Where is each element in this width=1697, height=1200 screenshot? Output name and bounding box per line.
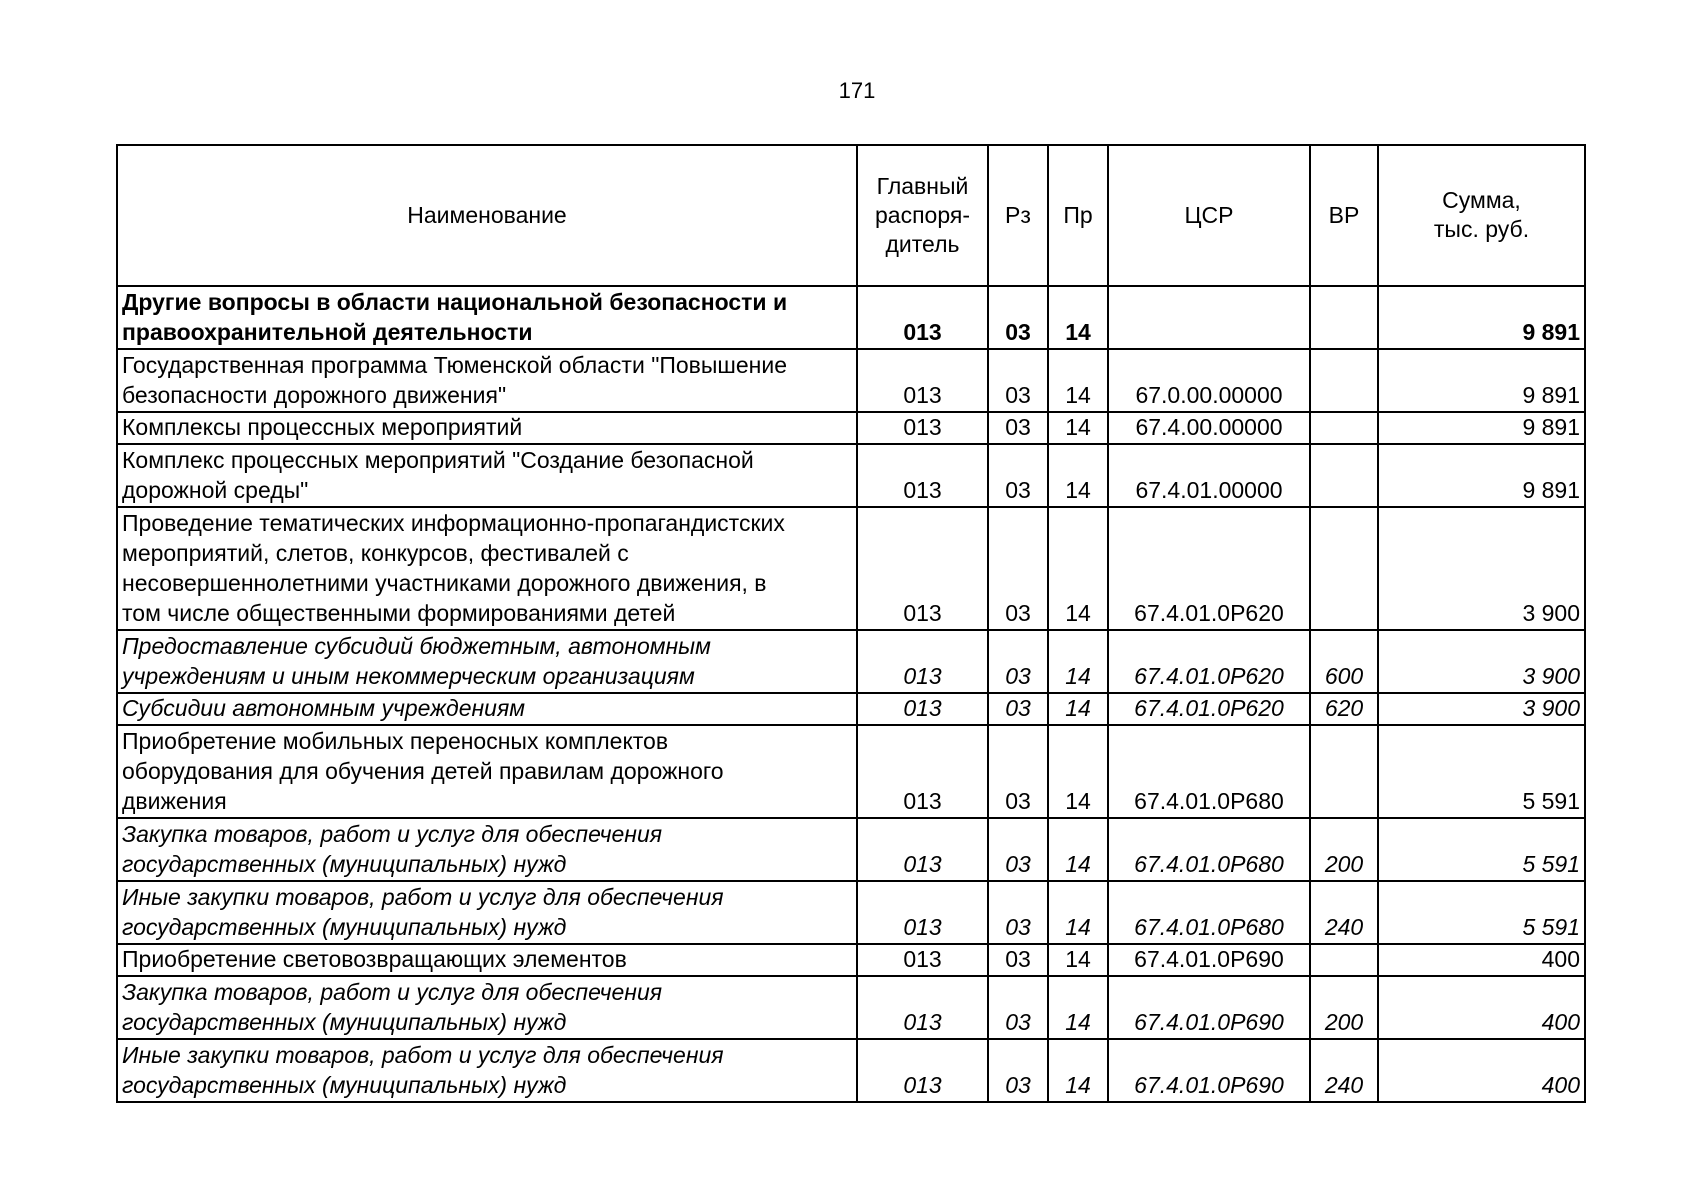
cell-name [117,349,857,412]
cell-csr: 67.4.01.00000 [1108,444,1310,507]
cell-sum: 400 [1378,1039,1585,1102]
cell-name-line: государственных (муниципальных) нужд [122,1009,567,1035]
cell-sum: 9 891 [1378,444,1585,507]
cell-name-line: Закупка товаров, работ и услуг для обеспечения [122,821,663,847]
cell-pr: 14 [1048,881,1108,944]
cell-vr: 200 [1310,818,1378,881]
cell-pr: 14 [1048,693,1108,725]
cell-vr [1310,507,1378,630]
cell-name-line: Приобретение мобильных переносных комплектов [122,728,669,754]
cell-csr: 67.0.00.00000 [1108,349,1310,412]
cell-name-line: Комплексы процессных мероприятий [122,414,523,440]
cell-gr: 013 [857,944,988,976]
cell-name-line: государственных (муниципальных) нужд [122,851,567,877]
cell-sum: 5 591 [1378,881,1585,944]
cell-gr: 013 [857,507,988,630]
page-number: 171 [838,78,876,103]
cell-name [117,412,857,444]
cell-gr: 013 [857,630,988,693]
cell-rz: 03 [988,725,1048,818]
cell-name [117,944,857,976]
table-row [117,286,1585,349]
cell-sum: 5 591 [1378,818,1585,881]
cell-name-line: безопасности дорожного движения" [122,382,507,408]
table-row [117,507,1585,630]
cell-gr: 013 [857,818,988,881]
table-row [117,1039,1585,1102]
cell-name [117,693,857,725]
cell-vr: 240 [1310,1039,1378,1102]
cell-name [117,725,857,818]
cell-sum: 3 900 [1378,693,1585,725]
cell-pr: 14 [1048,976,1108,1039]
cell-sum: 3 900 [1378,630,1585,693]
cell-pr: 14 [1048,818,1108,881]
table-row [117,881,1585,944]
cell-rz: 03 [988,693,1048,725]
cell-rz: 03 [988,1039,1048,1102]
cell-name-line: мероприятий, слетов, конкурсов, фестивалей с [122,540,629,566]
cell-name-line: несовершеннолетними участниками дорожного движения, в [122,570,767,596]
cell-rz: 03 [988,507,1048,630]
cell-csr: 67.4.01.0Р680 [1108,881,1310,944]
cell-pr: 14 [1048,630,1108,693]
cell-sum: 400 [1378,944,1585,976]
cell-name [117,444,857,507]
cell-rz: 03 [988,976,1048,1039]
cell-gr: 013 [857,1039,988,1102]
cell-gr: 013 [857,349,988,412]
cell-rz: 03 [988,944,1048,976]
header-row [117,145,1585,286]
cell-rz: 03 [988,349,1048,412]
cell-csr: 67.4.01.0Р680 [1108,818,1310,881]
cell-pr: 14 [1048,412,1108,444]
cell-sum: 9 891 [1378,349,1585,412]
cell-name-line: Другие вопросы в области национальной безопасности и [122,289,788,315]
cell-rz: 03 [988,630,1048,693]
cell-vr: 600 [1310,630,1378,693]
cell-name-line: движения [122,788,227,814]
cell-csr [1108,286,1310,349]
cell-name [117,286,857,349]
cell-vr [1310,725,1378,818]
cell-name-line: государственных (муниципальных) нужд [122,1072,567,1098]
cell-name-line: Государственная программа Тюменской области "Повышение [122,352,788,378]
cell-name [117,1039,857,1102]
cell-name [117,976,857,1039]
table-row [117,630,1585,693]
cell-rz: 03 [988,881,1048,944]
cell-vr [1310,286,1378,349]
cell-name-line: Иные закупки товаров, работ и услуг для обеспечения [122,884,724,910]
cell-pr: 14 [1048,725,1108,818]
cell-csr: 67.4.01.0Р620 [1108,693,1310,725]
cell-vr: 200 [1310,976,1378,1039]
cell-name [117,881,857,944]
cell-vr [1310,349,1378,412]
cell-name [117,818,857,881]
cell-name-line: том числе общественными формированиями детей [122,600,676,626]
cell-sum: 9 891 [1378,412,1585,444]
cell-gr: 013 [857,725,988,818]
cell-sum: 400 [1378,976,1585,1039]
cell-rz: 03 [988,412,1048,444]
table-row [117,349,1585,412]
cell-rz: 03 [988,818,1048,881]
header-name: Наименование [117,145,857,286]
cell-pr: 14 [1048,507,1108,630]
header-csr: ЦСР [1108,145,1310,286]
header-gr-line: распоря- [875,201,970,228]
cell-name-line: дорожной среды" [122,477,309,503]
cell-name-line: Иные закупки товаров, работ и услуг для обеспечения [122,1042,724,1068]
cell-gr: 013 [857,976,988,1039]
cell-name-line: Приобретение световозвращающих элементов [122,946,627,972]
cell-rz: 03 [988,444,1048,507]
cell-csr: 67.4.01.0Р620 [1108,630,1310,693]
header-gr-line: дитель [885,230,960,257]
cell-gr: 013 [857,412,988,444]
cell-name-line: учреждениям и иным некоммерческим организациям [122,663,695,689]
table-row [117,693,1585,725]
header-sum-line: тыс. руб. [1433,216,1530,242]
cell-name-line: Предоставление субсидий бюджетным, автономным [122,633,711,659]
table-row [117,444,1585,507]
cell-csr: 67.4.01.0Р620 [1108,507,1310,630]
cell-name [117,630,857,693]
cell-vr [1310,944,1378,976]
cell-name [117,507,857,630]
table-row [117,412,1585,444]
header-vr: ВР [1310,145,1378,286]
header-rz: Рз [988,145,1048,286]
cell-sum: 9 891 [1378,286,1585,349]
header-gr [857,145,988,286]
table-row [117,818,1585,881]
cell-rz: 03 [988,286,1048,349]
header-sum [1378,145,1585,286]
cell-pr: 14 [1048,349,1108,412]
cell-pr: 14 [1048,1039,1108,1102]
cell-gr: 013 [857,881,988,944]
cell-gr: 013 [857,286,988,349]
table-row [117,976,1585,1039]
cell-name-line: государственных (муниципальных) нужд [122,914,567,940]
header-gr-line: Главный [876,172,969,199]
cell-csr: 67.4.01.0Р690 [1108,944,1310,976]
cell-sum: 5 591 [1378,725,1585,818]
cell-csr: 67.4.01.0Р690 [1108,976,1310,1039]
cell-name-line: Субсидии автономным учреждениям [122,695,526,721]
cell-vr: 620 [1310,693,1378,725]
cell-csr: 67.4.00.00000 [1108,412,1310,444]
cell-gr: 013 [857,693,988,725]
cell-name-line: Проведение тематических информационно-пропагандистских [122,510,785,536]
cell-name-line: правоохранительной деятельности [122,319,533,345]
cell-vr: 240 [1310,881,1378,944]
table-body [117,286,1585,1102]
cell-vr [1310,412,1378,444]
table-row [117,944,1585,976]
cell-sum: 3 900 [1378,507,1585,630]
header-pr: Пр [1048,145,1108,286]
cell-pr: 14 [1048,286,1108,349]
cell-name-line: оборудования для обучения детей правилам дорожного [122,758,724,784]
header-sum-line: Сумма, [1442,187,1521,213]
cell-vr [1310,444,1378,507]
budget-table [116,144,1586,1103]
cell-csr: 67.4.01.0Р690 [1108,1039,1310,1102]
cell-pr: 14 [1048,444,1108,507]
cell-csr: 67.4.01.0Р680 [1108,725,1310,818]
cell-name-line: Комплекс процессных мероприятий "Создание безопасной [122,447,754,473]
cell-pr: 14 [1048,944,1108,976]
cell-name-line: Закупка товаров, работ и услуг для обеспечения [122,979,663,1005]
table-row [117,725,1585,818]
cell-gr: 013 [857,444,988,507]
